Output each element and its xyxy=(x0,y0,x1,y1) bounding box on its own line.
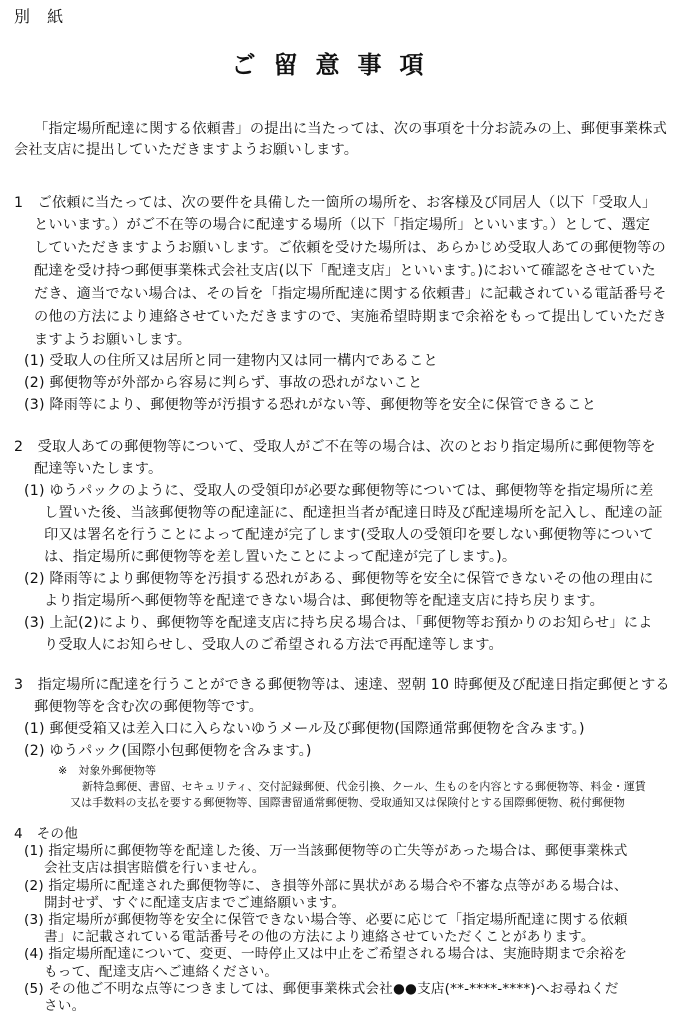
note-line: 新特急郵便、書留、セキュリティ、交付記録郵便、代金引換、クール、生ものを内容とする郵便物等、料金・運賃 xyxy=(82,780,646,793)
section-4-item: (5) その他ご不明な点等につきましては、郵便事業株式会社●●支店(**-****-****)へお尋ねくだ xyxy=(24,980,619,997)
section-4-item: (3) 指定場所が郵便物等を安全に保管できない場合等、必要に応じて「指定場所配達に関する依頼 xyxy=(24,912,628,928)
section-3-line: 3 指定場所に配達を行うことができる郵便物等は、速達、翌朝 10 時郵便及び配達日指定郵便とする xyxy=(14,677,670,693)
section-2-item: (1) ゆうパックのように、受取人の受領印が必要な郵便物等については、郵便物等を指定場所に差 xyxy=(24,483,654,499)
section-2-item: り受取人にお知らせし、受取人のご希望される方法で再配達等します。 xyxy=(44,637,503,653)
section-1-line: ますようお願いします。 xyxy=(34,332,192,348)
section-1-line: 1 ご依頼に当たっては、次の要件を具備した一箇所の場所を、お客様及び同居人（以下「受取人」 xyxy=(14,195,657,211)
section-2-line: 2 受取人あての郵便物等について、受取人がご不在等の場合は、次のとおり指定場所に郵便物等を xyxy=(14,439,656,455)
intro-line: 「指定場所配達に関する依頼書」の提出に当たっては、次の事項を十分お読みの上、郵便事業株式 xyxy=(34,121,668,137)
note-line: 又は手数料の支払を要する郵便物等、国際書留通常郵便物、受取通知又は保険付とする国際郵便物、税付郵便物 xyxy=(70,796,625,809)
section-4-item: 書」に記載されている電話番号その他の方法により連絡させていただくことがあります。 xyxy=(44,929,595,946)
section-4-item: もって、配達支店へご連絡ください。 xyxy=(44,963,279,980)
section-4-item: (4) 指定場所配達について、変更、一時停止又は中止をご希望される場合は、実施時期まで余裕を xyxy=(24,946,628,963)
section-4-item: さい。 xyxy=(44,998,86,1014)
section-1-line: 配達を受け持つ郵便事業株式会社支店(以下「配達支店」といいます。)において確認をさせていた xyxy=(34,263,656,279)
annex-label: 別 紙 xyxy=(14,7,70,26)
section-2-item: し置いた後、当該郵便物等の配達証に、配達担当者が配達日時及び配達場所を記入し、配達の証 xyxy=(44,505,663,521)
intro-line: 会社支店に提出していただきますようお願いします。 xyxy=(14,142,359,158)
page-title: ご留意事項 xyxy=(231,51,442,79)
section-2-item: (3) 上記(2)により、郵便物等を配達支店に持ち戻る場合は、「郵便物等お預かりのお知らせ」によ xyxy=(24,615,653,631)
section-4-item: 会社支店は損害賠償を行いません。 xyxy=(44,860,266,877)
section-2-item: 印又は署名を行うことによって配達が完了します(受取人の受領印を要しない郵便物等について xyxy=(44,527,654,543)
section-3-line: 郵便物等を含む次の郵便物等です。 xyxy=(34,699,264,715)
section-1-line: だき、適当でない場合は、その旨を「指定場所配達に関する依頼書」に記載されている電話番号そ xyxy=(34,286,667,302)
section-4-item: (2) 指定場所に配達された郵便物等に、き損等外部に異状がある場合や不審な点等がある場合は、 xyxy=(24,877,628,894)
section-1-item: (3) 降雨等により、郵便物等が汚損する恐れがない等、郵便物等を安全に保管できること xyxy=(24,397,597,413)
section-3-item: (2) ゆうパック(国際小包郵便物を含みます。) xyxy=(24,743,312,759)
section-2-item: (2) 降雨等により郵便物等を汚損する恐れがある、郵便物等を安全に保管できないその他の理由に xyxy=(24,571,654,587)
section-4-line: 4 その他 xyxy=(14,826,79,842)
section-1-line: していただきますようお願いします。ご依頼を受けた場所は、あらかじめ受取人あての郵便物等の xyxy=(34,240,666,256)
section-2-item: より指定場所へ郵便物等を配達できない場合は、郵便物等を配達支店に持ち戻ります。 xyxy=(44,593,604,609)
section-1-line: の他の方法により連絡させていただきますので、実施希望時期まで余裕をもって提出していただき xyxy=(34,309,667,325)
section-2-item: は、指定場所に郵便物等を差し置いたことによって配達が完了します。)。 xyxy=(44,549,517,565)
section-1-item: (2) 郵便物等が外部から容易に判らず、事故の恐れがないこと xyxy=(24,375,423,391)
section-2-line: 配達等いたします。 xyxy=(34,461,163,477)
note-heading: ※ 対象外郵便物等 xyxy=(58,764,157,777)
section-3-item: (1) 郵便受箱又は差入口に入らないゆうメール及び郵便物(国際通常郵便物を含みます。) xyxy=(24,721,585,737)
section-1-item: (1) 受取人の住所又は居所と同一建物内又は同一構内であること xyxy=(24,353,438,369)
section-4-item: (1) 指定場所に郵便物等を配達した後、万一当該郵便物等の亡失等があった場合は、郵便事業株式 xyxy=(24,843,628,860)
section-4-item: 開封せず、すぐに配達支店までご連絡願います。 xyxy=(44,894,346,911)
section-1-line: といいます。）がご不在等の場合に配達する場所（以下「指定場所」といいます。）として、選定 xyxy=(34,217,651,233)
